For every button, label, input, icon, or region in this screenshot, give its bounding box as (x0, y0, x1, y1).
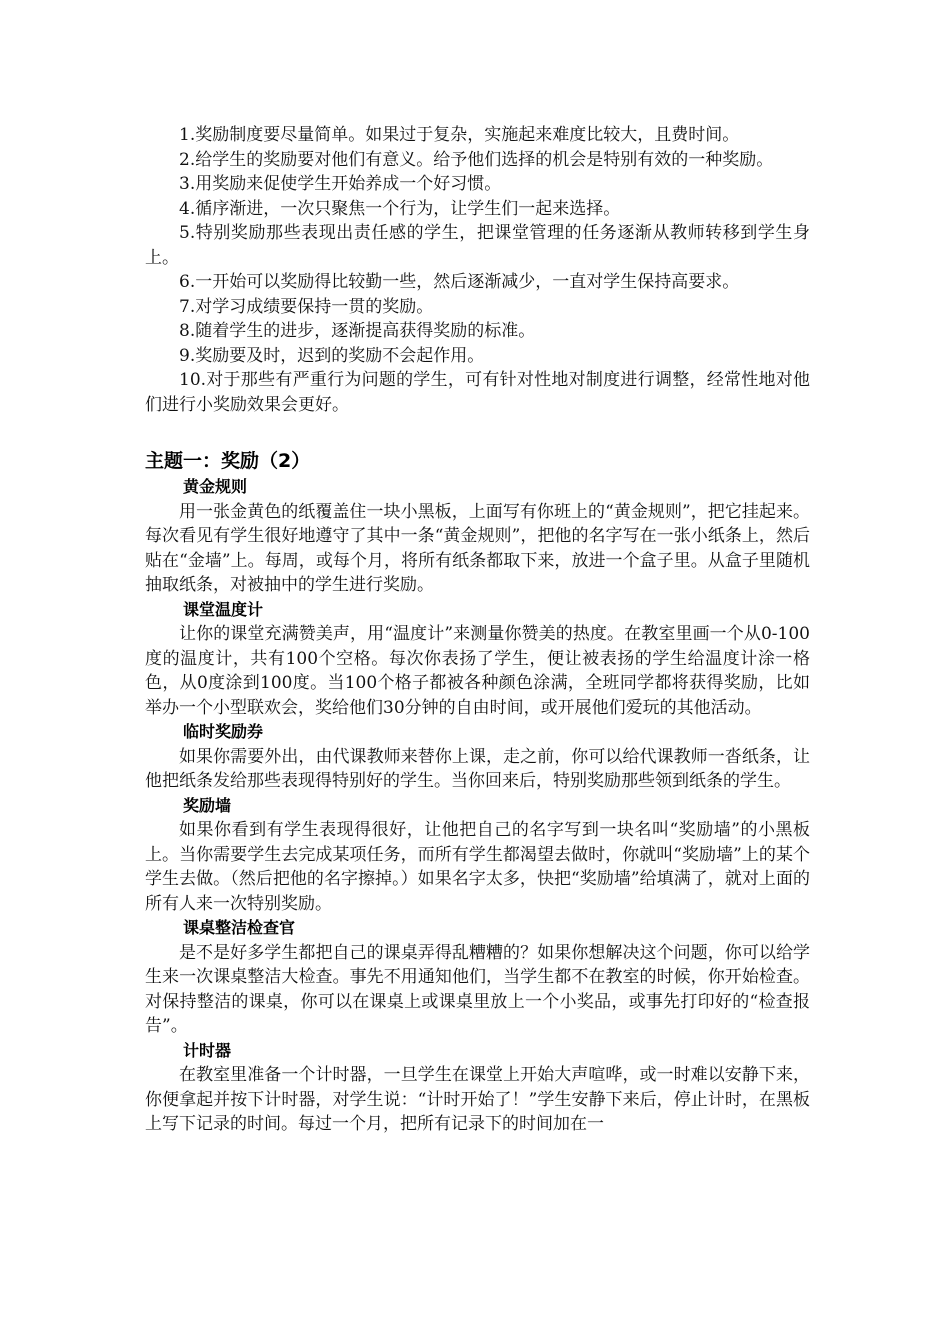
list-item: 8.随着学生的进步，逐渐提高获得奖励的标准。 (179, 321, 536, 341)
list-item: 4.循序渐进，一次只聚焦一个行为，让学生们一起来选择。 (179, 198, 621, 219)
section-temporary-coupon (145, 720, 810, 794)
section-body: 如果你看到有学生表现得很好，让他把自己的名字写到一块名叫“奖励墙”的小黑板上。当你需要学生去完成某项任务，而所有学生都渴望去做时，你就叫“奖励墙”上的某个学生去做。（然后把他的名字擦掉。）如果名字太多，快把“奖励墙”给填满了，就对上面的所有人来一次特别奖励。 (145, 820, 810, 914)
list-item: 6.一开始可以奖励得比较勤一些，然后逐渐减少，一直对学生保持高要求。 (179, 272, 740, 292)
section-heading: 课堂温度计 (183, 599, 264, 619)
section-body: 用一张金黄色的纸覆盖住一块小黑板，上面写有你班上的“黄金规则”，把它挂起来。每次看见有学生很好地遵守了其中一条“黄金规则”，把他的名字写在一张小纸条上，然后贴在“金墙”上。每周，或每个月，将所有纸条都取下来，放进一个盒子里。从盒子里随机抽取纸条，对被抽中的学生进行奖励。 (145, 501, 810, 595)
section-heading: 奖励墙 (183, 795, 232, 815)
section-golden-rules (145, 475, 810, 598)
section-heading: 计时器 (183, 1040, 232, 1060)
section-body: 是不是好多学生都把自己的课桌弄得乱糟糟的？如果你想解决这个问题，你可以给学生来一次课桌整洁大检查。事先不用通知他们，当学生都不在教室的时候，你开始检查。对保持整洁的课桌，你可以在课桌上或课桌里放上一个小奖品，或事先打印好的“检查报告”。 (145, 942, 810, 1036)
list-item: 5.特别奖励那些表现出责任感的学生，把课堂管理的任务逐渐从教师转移到学生身上。 (145, 223, 810, 268)
list-item: 7.对学习成绩要保持一贯的奖励。 (179, 296, 434, 317)
section-heading: 黄金规则 (183, 477, 248, 496)
section-spacer (145, 417, 810, 447)
section-timer (145, 1039, 810, 1137)
section-reward-wall (145, 794, 810, 917)
section-heading: 临时奖励券 (183, 722, 264, 741)
reward-tips-list (145, 123, 810, 417)
list-item: 10.对于那些有严重行为问题的学生，可有针对性地对制度进行调整，经常性地对他们进行小奖励效果会更好。 (145, 370, 810, 415)
list-item: 2.给学生的奖励要对他们有意义。给予他们选择的机会是特别有效的一种奖励。 (179, 149, 774, 170)
section-classroom-thermometer (145, 598, 810, 721)
list-item: 1.奖励制度要尽量简单。如果过于复杂，实施起来难度比较大，且费时间。 (179, 125, 740, 145)
document-page (145, 123, 810, 1137)
list-item: 9.奖励要及时，迟到的奖励不会起作用。 (179, 345, 485, 366)
section-body: 在教室里准备一个计时器，一旦学生在课堂上开始大声喧哗，或一时难以安静下来，你便拿起并按下计时器，对学生说：“计时开始了！”学生安静下来后，停止计时，在黑板上写下记录的时间。每过一个月，把所有记录下的时间加在一 (145, 1065, 810, 1134)
topic-title: 主题一：奖励（2） (145, 450, 311, 472)
section-desk-inspector (145, 916, 810, 1039)
section-heading: 课桌整洁检查官 (183, 918, 296, 937)
section-body: 如果你需要外出，由代课教师来替你上课，走之前，你可以给代课教师一沓纸条，让他把纸条发给那些表现得特别好的学生。当你回来后，特别奖励那些领到纸条的学生。 (145, 746, 810, 791)
section-body: 让你的课堂充满赞美声，用“温度计”来测量你赞美的热度。在教室里画一个从0-100度的温度计，共有100个空格。每次你表扬了学生，便让被表扬的学生给温度计涂一格色，从0度涂到100度。当100个格子都被各种颜色涂满，全班同学都将获得奖励，比如举办一个小型联欢会，奖给他们30分钟的自由时间，或开展他们爱玩的其他活动。 (145, 624, 810, 718)
list-item: 3.用奖励来促使学生开始养成一个好习惯。 (179, 174, 502, 194)
